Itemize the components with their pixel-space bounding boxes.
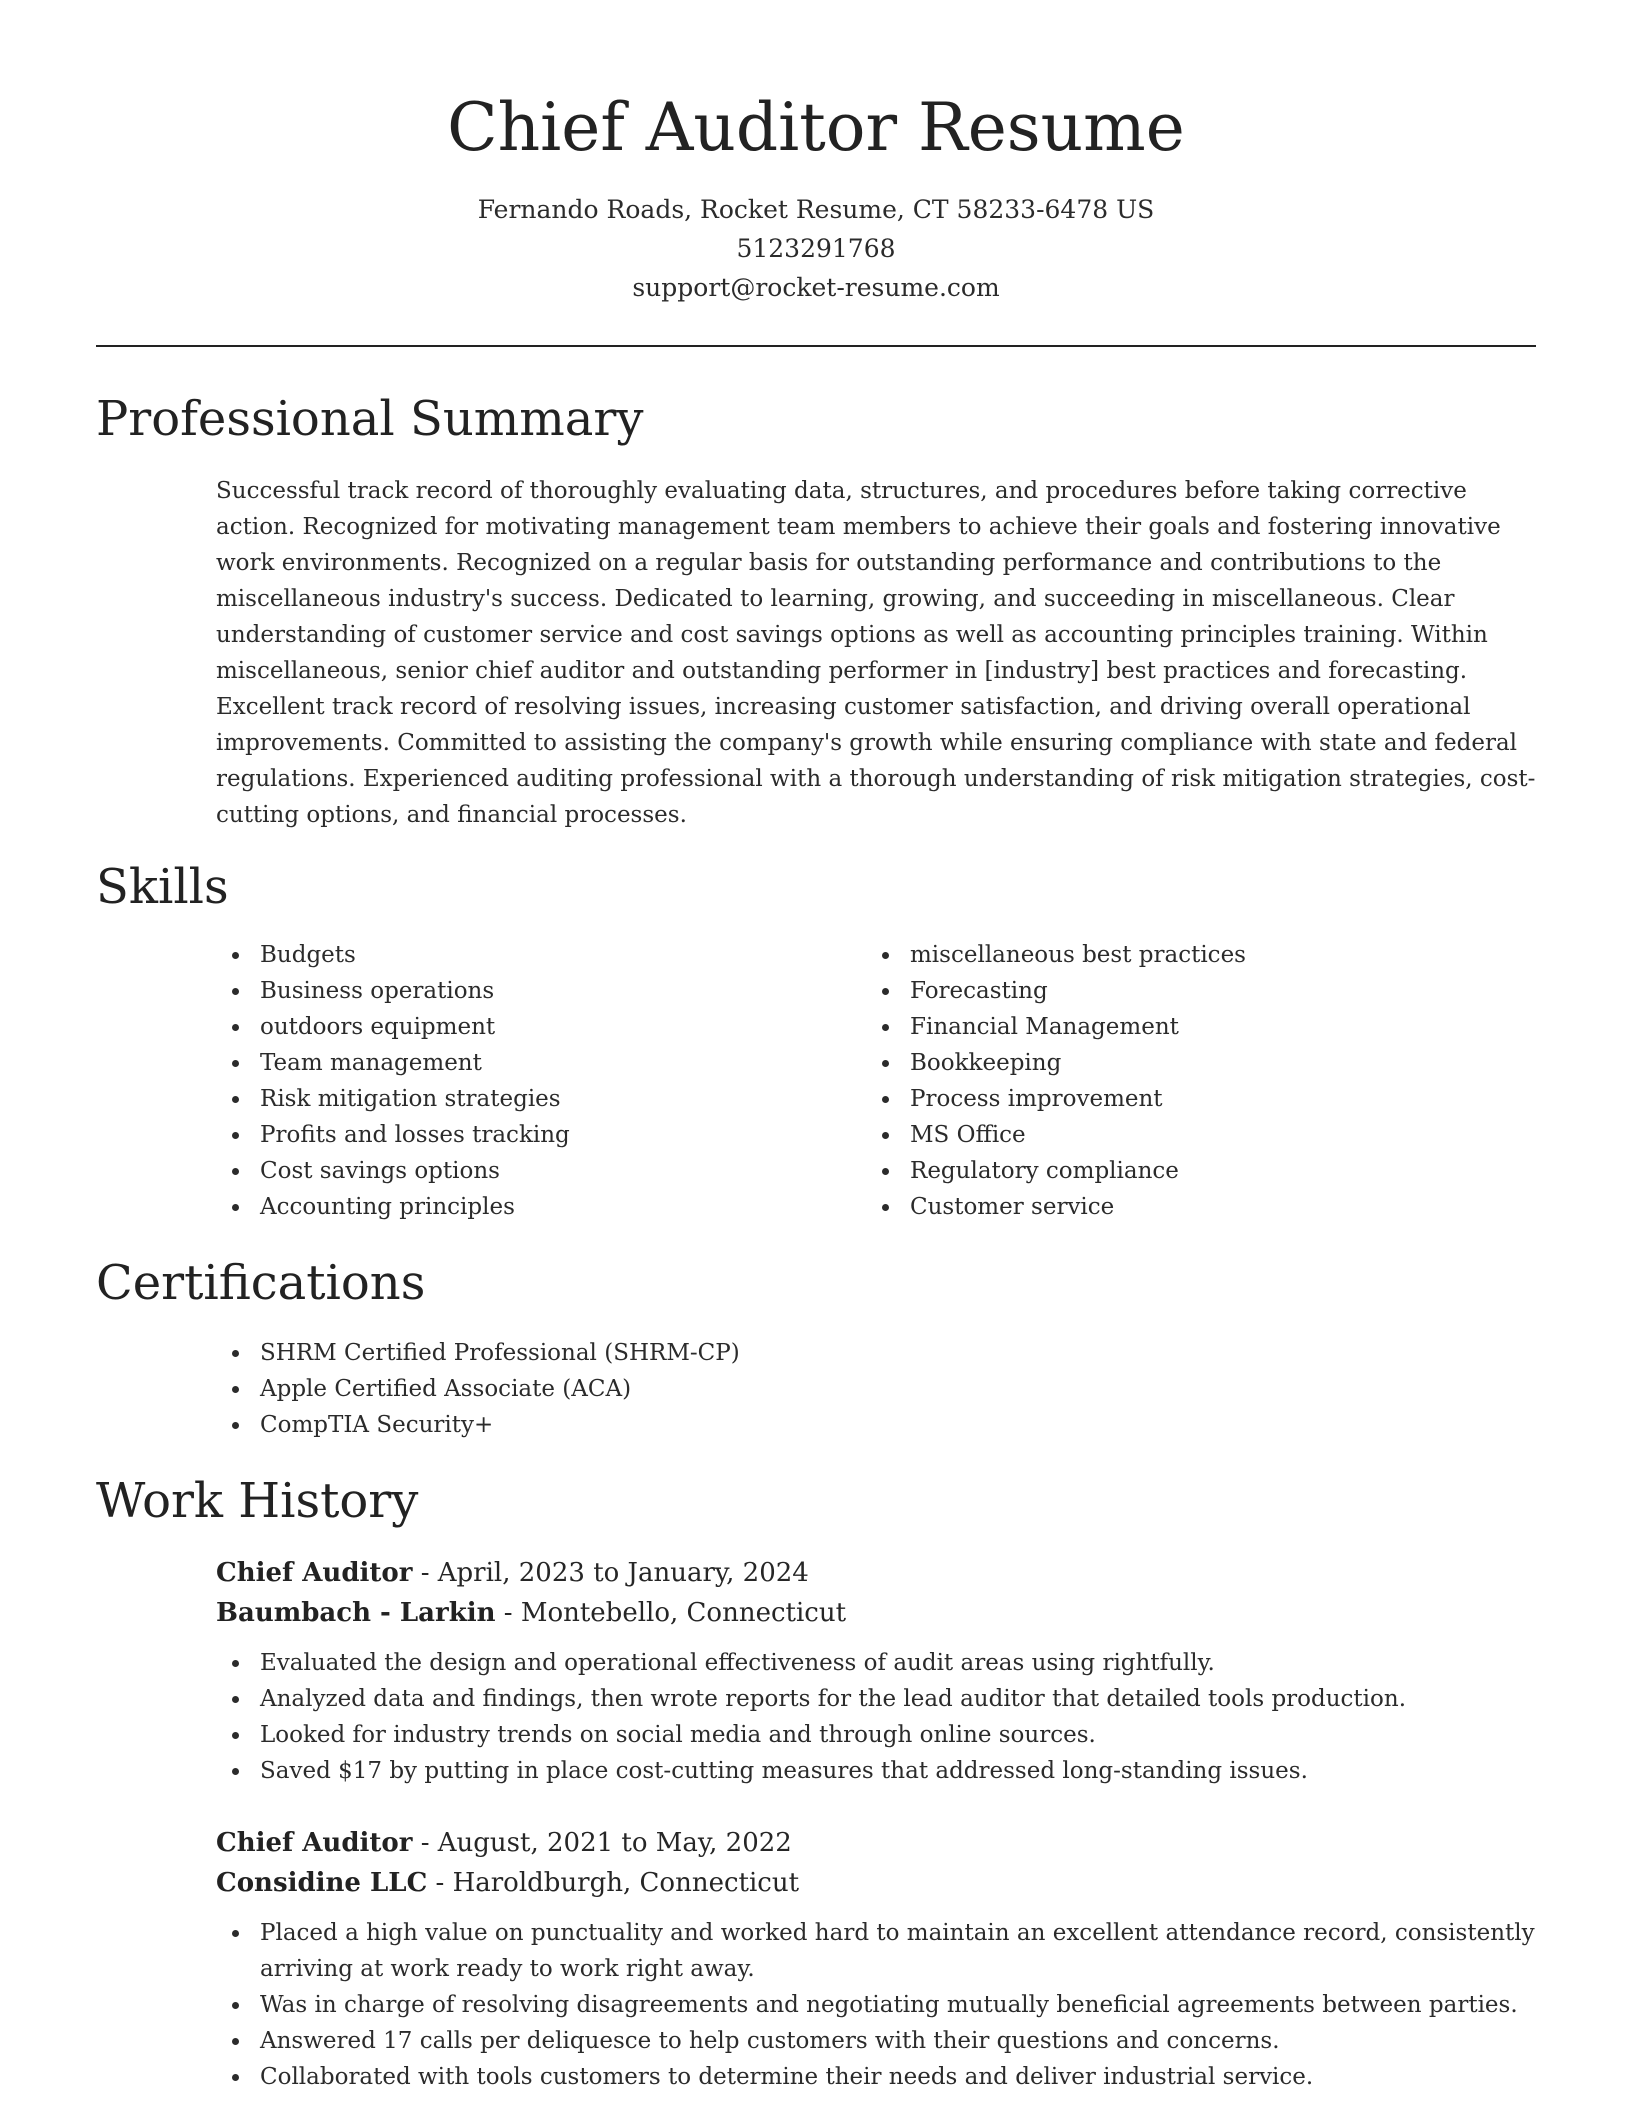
- skill-item: Profits and losses tracking: [216, 1117, 866, 1153]
- certification-item: Apple Certified Associate (ACA): [216, 1371, 1536, 1407]
- job-title-line: [216, 1823, 1536, 1863]
- skills-column-right: [866, 937, 1466, 1225]
- job-duty-item: Was in charge of resolving disagreements and negotiating mutually beneficial agreements between parties.: [216, 1987, 1536, 2023]
- contact-address: Fernando Roads, Rocket Resume, CT 58233-6478 US: [477, 195, 1155, 224]
- job-duty-item: Saved $17 by putting in place cost-cutting measures that addressed long-standing issues.: [216, 1753, 1536, 1789]
- job-title-line: [216, 1553, 1536, 1593]
- job-company-line: [216, 1863, 1536, 1903]
- skill-item: Risk mitigation strategies: [216, 1081, 866, 1117]
- summary-heading: Professional Summary: [96, 391, 644, 447]
- job-duty-item: Collaborated with tools customers to determine their needs and deliver industrial service.: [216, 2059, 1536, 2095]
- certification-item: CompTIA Security+: [216, 1407, 1536, 1443]
- skill-item: outdoors equipment: [216, 1009, 866, 1045]
- job-duties-list: [216, 1645, 1536, 1789]
- resume-title: Chief Auditor Resume: [447, 89, 1185, 166]
- job-dates: - April, 2023 to January, 2024: [412, 1558, 809, 1588]
- job-title: Chief Auditor: [216, 1558, 413, 1588]
- skill-item: Customer service: [866, 1189, 1466, 1225]
- certifications-list: [216, 1335, 1536, 1443]
- job-company: Baumbach - Larkin: [216, 1598, 496, 1628]
- skill-item: Accounting principles: [216, 1189, 866, 1225]
- job-duty-item: Evaluated the design and operational effectiveness of audit areas using rightfully.: [216, 1645, 1536, 1681]
- work-history-heading: Work History: [96, 1473, 419, 1529]
- job-duty-item: Answered 17 calls per deliquesce to help customers with their questions and concerns.: [216, 2023, 1536, 2059]
- skill-item: Financial Management: [866, 1009, 1466, 1045]
- summary-text: Successful track record of thoroughly evaluating data, structures, and procedures before taking corrective action. Recognized for motivating management team members to achieve their goals and fostering innovative work environments. Recognized on a regular basis for outstanding performance and contributions to the miscellaneous industry's success. Dedicated to learning, growing, and succeeding in miscellaneous. Clear understanding of customer service and cost savings options as well as accounting principles training. Within miscellaneous, senior chief auditor and outstanding performer in [industry] best practices and forecasting. Excellent track record of resolving issues, increasing customer satisfaction, and driving overall operational improvements. Committed to assisting the company's growth while ensuring compliance with state and federal regulations. Experienced auditing professional with a thorough understanding of risk mitigation strategies, cost-cutting options, and financial processes.: [216, 478, 1536, 828]
- job-dates: - August, 2021 to May, 2022: [412, 1828, 792, 1858]
- skill-item: Process improvement: [866, 1081, 1466, 1117]
- job-duty-item: Analyzed data and findings, then wrote reports for the lead auditor that detailed tools production.: [216, 1681, 1536, 1717]
- contact-phone: 5123291768: [736, 234, 896, 263]
- job-location: - Montebello, Connecticut: [495, 1598, 847, 1628]
- job-title: Chief Auditor: [216, 1828, 413, 1858]
- job-company-line: [216, 1593, 1536, 1633]
- certification-item: SHRM Certified Professional (SHRM-CP): [216, 1335, 1536, 1371]
- job-duties-list: [216, 1915, 1536, 2095]
- skill-item: Team management: [216, 1045, 866, 1081]
- header-divider: [96, 345, 1536, 347]
- skill-item: Regulatory compliance: [866, 1153, 1466, 1189]
- skill-item: Business operations: [216, 973, 866, 1009]
- resume-header: [96, 0, 1536, 307]
- contact-email: support@rocket-resume.com: [632, 273, 1000, 302]
- skills-column-left: [216, 937, 866, 1225]
- certifications-heading: Certifications: [96, 1255, 426, 1311]
- job-duty-item: Placed a high value on punctuality and worked hard to maintain an excellent attendance record, consistently arriving at work ready to work right away.: [216, 1915, 1536, 1987]
- job-location: - Haroldburgh, Connecticut: [427, 1868, 800, 1898]
- skill-item: Forecasting: [866, 973, 1466, 1009]
- skill-item: Cost savings options: [216, 1153, 866, 1189]
- skill-item: miscellaneous best practices: [866, 937, 1466, 973]
- job-company: Considine LLC: [216, 1868, 428, 1898]
- job-duty-item: Looked for industry trends on social media and through online sources.: [216, 1717, 1536, 1753]
- job-entry: [216, 1553, 1536, 1789]
- contact-info: [96, 190, 1536, 307]
- skills-heading: Skills: [96, 859, 229, 915]
- skill-item: Budgets: [216, 937, 866, 973]
- skill-item: MS Office: [866, 1117, 1466, 1153]
- skills-list: [96, 937, 1536, 1225]
- job-entry: [216, 1823, 1536, 2095]
- skill-item: Bookkeeping: [866, 1045, 1466, 1081]
